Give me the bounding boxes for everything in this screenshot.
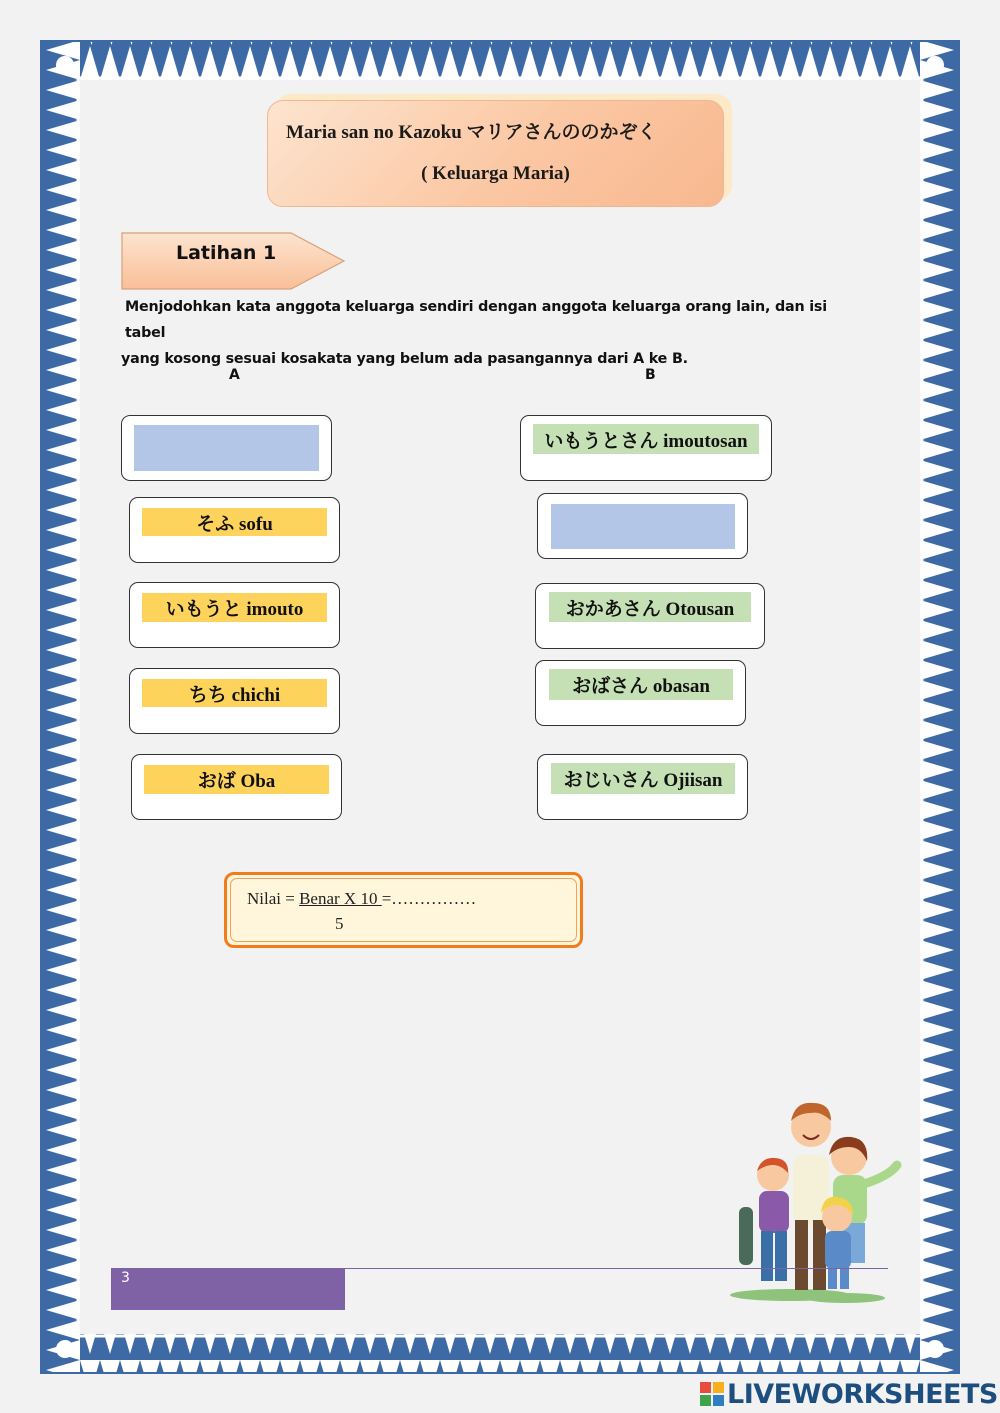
column-b-card [537, 493, 748, 559]
column-a-card [121, 415, 332, 481]
page-subtitle: ( Keluarga Maria) [421, 163, 570, 184]
instruction-line: Menjodohkan kata anggota keluarga sendiri dengan anggota keluarga orang lain, dan isi tabel [125, 299, 827, 341]
a-item-sofu: そふ sofu [142, 508, 327, 536]
liveworksheets-logo-icon [700, 1382, 724, 1406]
score-box-inner [230, 878, 577, 942]
score-denominator: 5 [335, 914, 344, 933]
column-b-card[interactable] [520, 415, 772, 481]
instruction-line: yang kosong sesuai kosakata yang belum ada pasangannya dari A ke B. [121, 351, 688, 367]
family-clipart-icon [725, 1095, 905, 1305]
footer-divider [345, 1268, 888, 1269]
instructions [121, 294, 861, 372]
b-item-obasan: おばさん obasan [549, 669, 733, 700]
column-b-card[interactable] [535, 583, 765, 649]
column-a-card[interactable] [129, 582, 340, 648]
column-a-label: A [229, 367, 240, 383]
score-blank: =…………… [381, 889, 477, 908]
brand-name: LIVEWORKSHEETS [727, 1378, 998, 1410]
column-a-card[interactable] [129, 668, 340, 734]
page-title: Maria san no Kazoku マリアさんののかぞく [286, 122, 657, 143]
score-box [224, 872, 583, 948]
b-item-ojiisan: おじいさん Ojiisan [551, 763, 735, 794]
score-formula [247, 889, 476, 909]
answer-input-a1[interactable] [134, 425, 319, 471]
a-item-imouto: いもうと imouto [142, 593, 327, 622]
footer-bar [111, 1268, 345, 1310]
column-b-card[interactable] [535, 660, 746, 726]
exercise-title: Latihan 1 [176, 242, 277, 264]
a-item-oba: おば Oba [144, 765, 329, 794]
column-a-card[interactable] [131, 754, 342, 820]
title-box [267, 100, 724, 207]
score-prefix: Nilai = [247, 889, 300, 908]
family-illustration [725, 1095, 905, 1305]
b-item-okaasan: おかあさん Otousan [549, 592, 751, 622]
score-numerator: Benar X 10 [299, 889, 382, 908]
answer-input-b2[interactable] [551, 504, 735, 549]
liveworksheets-logo[interactable] [700, 1378, 998, 1410]
column-b-card[interactable] [537, 754, 748, 820]
a-item-chichi: ちち chichi [142, 679, 327, 707]
exercise-label [121, 232, 346, 290]
page-number: 3 [121, 1270, 130, 1286]
column-b-label: B [645, 367, 656, 383]
column-a-card[interactable] [129, 497, 340, 563]
b-item-imoutosan: いもうとさん imoutosan [533, 424, 759, 454]
